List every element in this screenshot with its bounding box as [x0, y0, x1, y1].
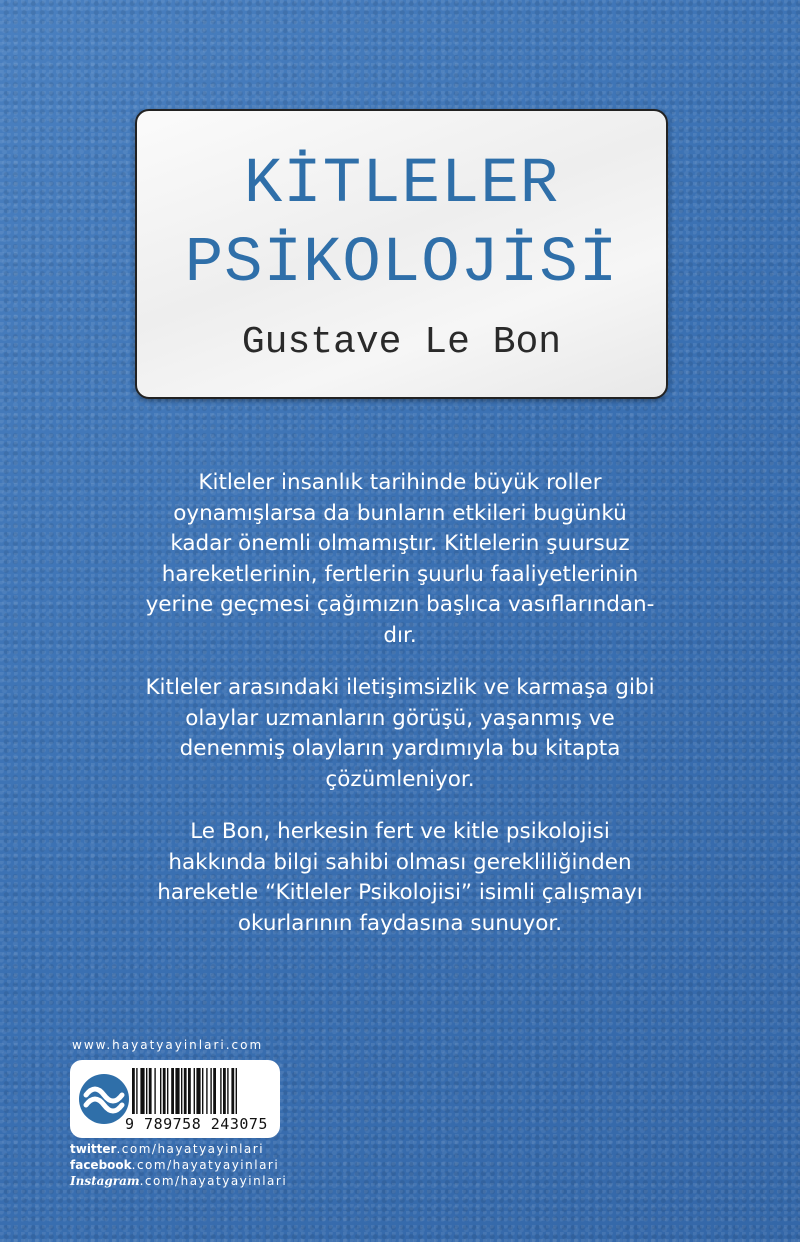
isbn-number: 9 789758 243075 [125, 1115, 268, 1133]
back-cover-blurb [140, 468, 660, 961]
blurb-paragraph-1: Kitleler insanlık tarihinde büyük roller oynamışlarsa da bunların etkileri bugünkü kadar önemli olmamıştır. Kitlelerin şuursuz hareketlerinin, fertlerin şuurlu faaliyetlerinin yerine geçmesi çağımızın başlıca vasıflarından-dır. [145, 470, 655, 648]
publisher-website: www.hayatyayinlari.com [72, 1038, 264, 1052]
instagram-label: Instagram [70, 1174, 140, 1188]
barcode-panel [70, 1060, 280, 1138]
social-twitter[interactable] [70, 1142, 264, 1156]
twitter-path: .com/hayatyayinlari [116, 1142, 265, 1156]
title-card [135, 109, 668, 399]
book-title-line-2: PSİKOLOJİSİ [184, 228, 619, 300]
book-title-line-1: KİTLELER [243, 149, 560, 221]
facebook-label: facebook [70, 1158, 132, 1172]
twitter-label: twitter [70, 1142, 117, 1156]
isbn-barcode [132, 1068, 274, 1114]
instagram-path: .com/hayatyayinlari [139, 1174, 288, 1188]
social-facebook[interactable] [70, 1158, 279, 1172]
author-name: Gustave Le Bon [241, 321, 562, 364]
blurb-paragraph-3: Le Bon, herkesin fert ve kitle psikolojisi hakkında bilgi sahibi olması gerekliliğinden hareketle “Kitleler Psikolojisi” isimli çalışmayı okurlarının faydasına sunuyor. [157, 819, 643, 936]
wave-logo-icon [78, 1073, 130, 1125]
facebook-path: .com/hayatyayinlari [131, 1158, 280, 1172]
blurb-paragraph-2: Kitleler arasındaki iletişimsizlik ve karmaşa gibi olaylar uzmanların görüşü, yaşanmış ve denenmiş olayların yardımıyla bu kitapta çözümleniyor. [145, 675, 655, 792]
social-instagram[interactable] [70, 1174, 287, 1188]
